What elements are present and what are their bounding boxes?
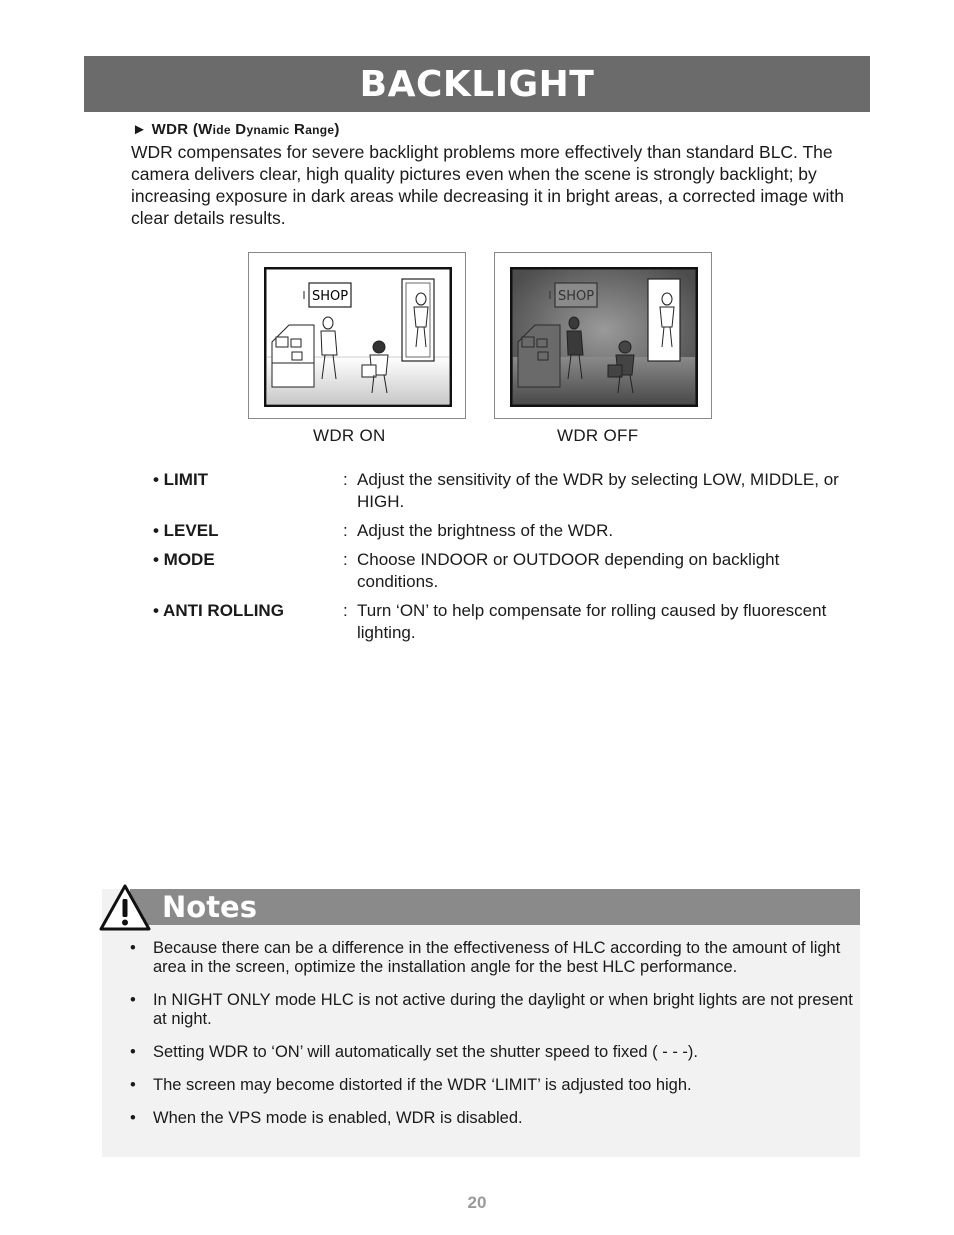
definition-anti-rolling: [153, 600, 863, 644]
note-item: • The screen may become distorted if the WDR ‘LIMIT’ is adjusted too high.: [130, 1076, 855, 1095]
definition-mode: [153, 549, 863, 593]
heading-part: ): [334, 121, 340, 138]
note-item: • When the VPS mode is enabled, WDR is disabled.: [130, 1109, 855, 1128]
page-number: 20: [467, 1193, 487, 1212]
definition-term: • MODE: [153, 550, 215, 569]
definition-description: Turn ‘ON’ to help compensate for rolling caused by fluorescent lighting.: [357, 601, 827, 642]
triangle-bullet-icon: ►: [132, 121, 148, 138]
wdr-on-caption: WDR ON: [313, 426, 386, 445]
heading-part: ide: [212, 123, 231, 137]
intro-paragraph: WDR compensates for severe backlight problems more effectively than standard BLC. The camera delivers clear, high quality pictures even when the scene is strongly backlight; by increasing exposure in dark areas while decreasing it in bright areas, a corrected image with clear details results.: [131, 142, 845, 228]
heading-main: WDR (W: [151, 121, 213, 138]
note-item: • In NIGHT ONLY mode HLC is not active during the daylight or when bright lights are not present at night.: [130, 991, 855, 1029]
shop-sign-text: SHOP: [557, 289, 595, 304]
colon: :: [343, 521, 348, 540]
heading-part: R: [289, 121, 306, 138]
definition-level: [153, 520, 863, 542]
colon: :: [343, 550, 348, 569]
definition-description: Adjust the brightness of the WDR.: [357, 521, 614, 540]
definition-term: • LEVEL: [153, 521, 219, 540]
heading-part: ange: [305, 123, 335, 137]
heading-part: D: [230, 121, 247, 138]
definition-description: Choose INDOOR or OUTDOOR depending on backlight conditions.: [357, 550, 780, 591]
note-item: • Setting WDR to ‘ON’ will automatically set the shutter speed to fixed ( - - -).: [130, 1043, 855, 1062]
wdr-off-caption: WDR OFF: [557, 426, 639, 445]
definition-term: • ANTI ROLLING: [153, 601, 284, 620]
title-bar: [84, 56, 870, 112]
wdr-off-illustration: [494, 252, 712, 419]
shop-sign-text: SHOP: [311, 289, 349, 304]
section-heading: [132, 121, 340, 138]
notes-list: [130, 939, 855, 1142]
definition-description: Adjust the sensitivity of the WDR by selecting LOW, MIDDLE, or HIGH.: [357, 470, 839, 511]
colon: :: [343, 470, 348, 489]
colon: :: [343, 601, 348, 620]
shop-scene-dark-image: [510, 267, 698, 407]
note-item: • Because there can be a difference in the effectiveness of HLC according to the amount of light area in the screen, optimize the installation angle for the best HLC performance.: [130, 939, 855, 977]
definition-term: • LIMIT: [153, 470, 209, 489]
notes-title: Notes: [162, 890, 257, 924]
page-title: BACKLIGHT: [359, 63, 595, 105]
warning-icon: [98, 883, 152, 933]
settings-definition-list: [153, 469, 863, 651]
heading-part: ynamic: [246, 123, 290, 137]
definition-limit: [153, 469, 863, 513]
wdr-on-illustration: [248, 252, 466, 419]
shop-scene-bright-image: [264, 267, 452, 407]
